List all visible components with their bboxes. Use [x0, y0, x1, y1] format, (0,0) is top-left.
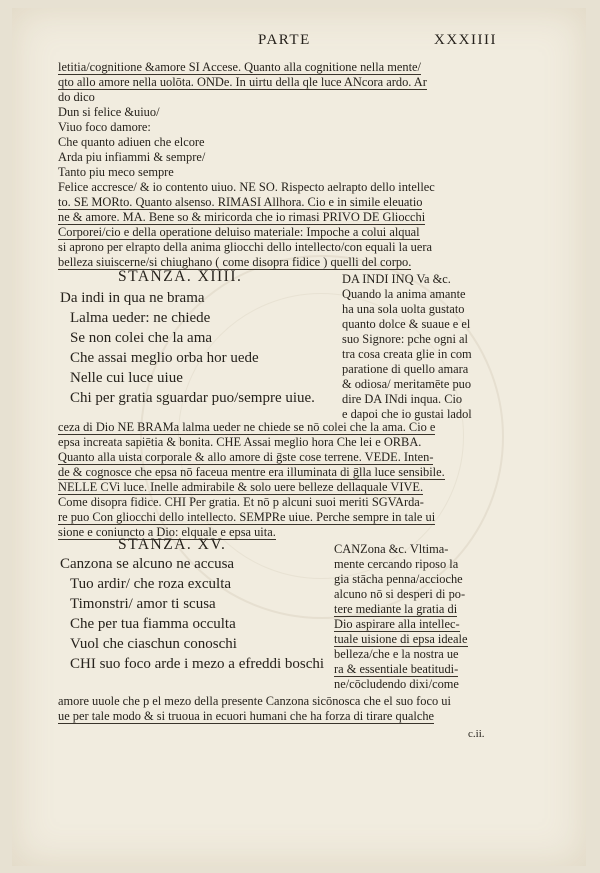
- commentary-line: de & cognosce che epsa nō faceua mentre era illuminata di ḡlla luce sensibile.: [58, 465, 445, 479]
- commentary-line: letitia/cognitione &amore SI Accese. Quanto alla cognitione nella mente/: [58, 60, 421, 74]
- verse-line: Arda piu infiammi & sempre/: [58, 150, 206, 164]
- verse-line: Canzona se alcuno ne accusa: [60, 556, 235, 572]
- commentary-line: Come disopra fidice. CHI Per gratia. Et nō p alcuni suoi meriti SGVArda-: [58, 495, 424, 509]
- gloss-line: ha una sola uolta gustato: [342, 302, 465, 316]
- verse-line: Da indi in qua ne brama: [60, 290, 205, 306]
- verse-line: CHI suo foco arde i mezo a efreddi boschi: [70, 656, 325, 672]
- verse-line: Dun si felice &uiuo/: [58, 105, 160, 119]
- verse-line: Tanto piu meco sempre: [58, 165, 174, 179]
- commentary-line: to. SE MORto. Quanto alsenso. RIMASI Allhora. Cio e in simile eleuatio: [58, 195, 423, 209]
- verse-line: Nelle cui luce uiue: [70, 370, 183, 386]
- commentary-line: belleza siuiscerne/si chiughano ( come disopra fidice ) quelli del corpo.: [58, 255, 412, 269]
- verse-line: Vuol che ciaschun conoschi: [70, 636, 237, 652]
- gloss-line: Quando la anima amante: [342, 287, 466, 301]
- verse-line: Che per tua fiamma occulta: [70, 616, 236, 632]
- gloss-incipit: DA INDI INQ Va &c.: [342, 272, 451, 286]
- verse-line: Che assai meglio orba hor uede: [70, 350, 259, 366]
- commentary-line: ue per tale modo & si truoua in ecuori humani che ha forza di tirare qualche: [58, 709, 435, 723]
- commentary-line: si aprono per elrapto della anima gliocchi dello intellecto/con equali la uera: [58, 240, 432, 254]
- commentary-line: Corporei/cio e della operatione deluiso materiale: Impoche a colui alqual: [58, 225, 420, 239]
- verse-line: Chi per gratia sguardar puo/sempre uiue.: [70, 390, 315, 406]
- verse-line: Lalma ueder: ne chiede: [70, 310, 211, 326]
- gloss-line: quanto dolce & suaue e el: [342, 317, 471, 331]
- gloss-line: Dio aspirare alla intellec-: [334, 617, 460, 631]
- gloss-line: ne/cōcludendo dixi/come: [334, 677, 459, 691]
- commentary-line: Quanto alla uista corporale & allo amore di ḡste cose terrene. VEDE. Inten-: [58, 450, 434, 464]
- signature-mark: c.ii.: [468, 728, 485, 740]
- verse-line: Se non colei che la ama: [70, 330, 213, 346]
- verse-line: Tuo ardir/ che roza exculta: [70, 576, 232, 592]
- commentary-line: re puo Con gliocchi dello intellecto. SEMPRe uiue. Perche sempre in tale ui: [58, 510, 436, 524]
- gloss-line: paratione di quello amara: [342, 362, 469, 376]
- gloss-line: CANZona &c. Vltima-: [334, 542, 449, 556]
- running-head-part: PARTE: [258, 32, 311, 48]
- gloss-line: gia stācha penna/accioche: [334, 572, 463, 586]
- verse-line: Timonstri/ amor ti scusa: [70, 596, 216, 612]
- commentary-line: qto allo amore nella uolōta. ONDe. In uirtu della qle luce ANcora ardo. Ar: [58, 75, 427, 89]
- stanza-title: STANZA. XIIII.: [118, 268, 243, 285]
- commentary-line: epsa increata sapiētia & bonita. CHE Assai meglio hora Che lei e ORBA.: [58, 435, 422, 449]
- gloss-line: ra & essentiale beatitudi-: [334, 662, 459, 676]
- commentary-line: amore uuole che p el mezo della presente Canzona sicōnosca che el suo foco ui: [58, 694, 451, 708]
- gloss-line: suo Signore: pche ogni al: [342, 332, 468, 346]
- stanza-title: STANZA. XV.: [118, 536, 227, 553]
- commentary-line: ceza di Dio NE BRAMa lalma ueder ne chiede se nō colei che la ama. Cio e: [58, 420, 436, 434]
- commentary-line: do dico: [58, 90, 95, 104]
- commentary-line: NELLE CVi luce. Inelle admirabile & solo uere belleze dellaquale VIVE.: [58, 480, 424, 494]
- commentary-line: sione e coniuncto a Dio: elquale e epsa uita.: [58, 525, 276, 539]
- gloss-line: tra cosa creata glie in com: [342, 347, 472, 361]
- folio-number: XXXIIII: [434, 32, 497, 48]
- gloss-line: tuale uisione di epsa ideale: [334, 632, 468, 646]
- commentary-line: ne & amore. MA. Bene so & miricorda che io rimasi PRIVO DE Gliocchi: [58, 210, 426, 224]
- gloss-line: belleza/che e la nostra ue: [334, 647, 459, 661]
- gloss-line: alcuno nō si desperi di po-: [334, 587, 466, 601]
- verse-line: Viuo foco damore:: [58, 120, 151, 134]
- commentary-line: Felice accresce/ & io contento uiuo. NE SO. Rispecto aelrapto dello intellec: [58, 180, 435, 194]
- gloss-line: & odiosa/ meritamēte puo: [342, 377, 472, 391]
- gloss-line: tere mediante la gratia di: [334, 602, 458, 616]
- gloss-line: dire DA INdi inqua. Cio: [342, 392, 463, 406]
- gloss-line: mente cercando riposo la: [334, 557, 459, 571]
- verse-line: Che quanto adiuen che elcore: [58, 135, 205, 149]
- gloss-line: e dapoi che io gustai ladol: [342, 407, 472, 421]
